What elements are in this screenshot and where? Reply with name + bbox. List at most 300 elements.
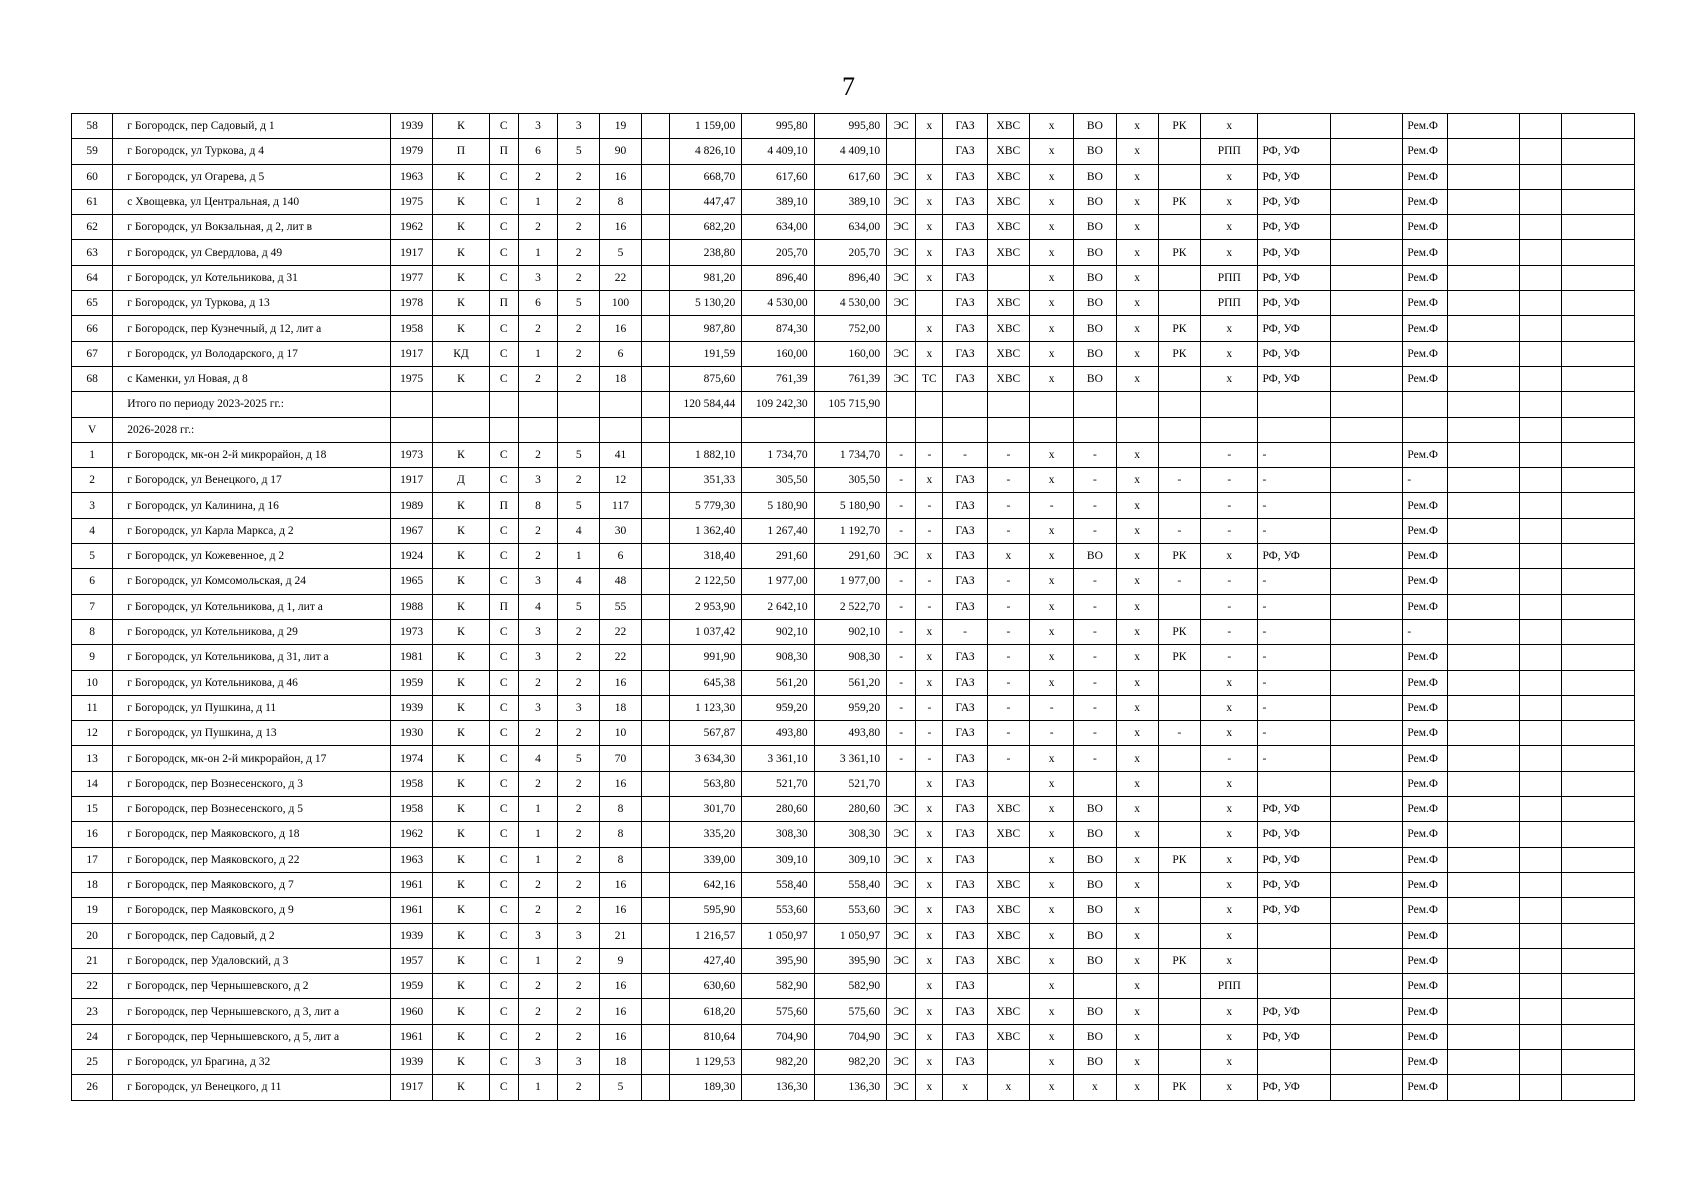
table-cell: 4 530,00	[742, 291, 814, 316]
table-cell: 995,80	[814, 114, 886, 139]
table-cell: -	[987, 670, 1029, 695]
table-cell	[1158, 392, 1200, 417]
table-cell: х	[1030, 1049, 1074, 1074]
table-cell: х	[1030, 518, 1074, 543]
table-cell: -	[1258, 442, 1330, 467]
table-cell	[641, 316, 669, 341]
table-cell: г Богородск, ул Туркова, д 13	[113, 291, 391, 316]
table-cell: 5 180,90	[814, 493, 886, 518]
table-cell: 553,60	[814, 898, 886, 923]
table-cell: РК	[1158, 189, 1200, 214]
table-cell	[1074, 392, 1116, 417]
table-cell: С	[489, 1075, 518, 1100]
table-cell: с Хвощевка, ул Центральная, д 140	[113, 189, 391, 214]
table-cell: 1	[558, 544, 600, 569]
table-cell	[887, 974, 916, 999]
table-cell	[1447, 822, 1519, 847]
table-cell: РФ, УФ	[1258, 872, 1330, 897]
table-cell: х	[916, 619, 943, 644]
table-cell	[1447, 619, 1519, 644]
table-cell: х	[1201, 948, 1258, 973]
table-cell: 5 130,20	[669, 291, 741, 316]
table-cell	[1330, 417, 1402, 442]
table-cell: 2	[558, 366, 600, 391]
table-cell: г Богородск, ул Котельникова, д 31, лит а	[113, 645, 391, 670]
table-cell: Рем.Ф	[1403, 771, 1447, 796]
table-cell: 19	[600, 114, 641, 139]
table-cell: К	[433, 923, 489, 948]
table-cell: РФ, УФ	[1258, 898, 1330, 923]
table-row	[72, 771, 1635, 796]
table-cell: 18	[600, 366, 641, 391]
table-cell	[1520, 746, 1562, 771]
table-cell: Рем.Ф	[1403, 139, 1447, 164]
table-cell	[641, 569, 669, 594]
table-cell	[641, 898, 669, 923]
table-row	[72, 366, 1635, 391]
table-cell: ВО	[1074, 1024, 1116, 1049]
table-cell	[1330, 139, 1402, 164]
table-cell	[1562, 721, 1635, 746]
table-cell: ГАЗ	[943, 316, 987, 341]
table-cell: 14	[72, 771, 113, 796]
table-cell	[1562, 139, 1635, 164]
table-cell: 1939	[391, 695, 433, 720]
table-cell: -	[1074, 721, 1116, 746]
table-cell	[518, 392, 557, 417]
table-cell: -	[987, 493, 1029, 518]
table-cell: х	[916, 240, 943, 265]
table-cell: ХВС	[987, 999, 1029, 1024]
table-cell: г Богородск, пер Маяковского, д 7	[113, 872, 391, 897]
table-cell: Рем.Ф	[1403, 189, 1447, 214]
table-cell: 160,00	[814, 341, 886, 366]
table-cell	[1258, 417, 1330, 442]
table-cell: х	[916, 1024, 943, 1049]
table-cell: ХВС	[987, 898, 1029, 923]
table-cell: х	[1030, 164, 1074, 189]
table-cell	[1520, 493, 1562, 518]
table-cell: 395,90	[814, 948, 886, 973]
table-cell: г Богородск, ул Котельникова, д 31	[113, 265, 391, 290]
table-cell: 59	[72, 139, 113, 164]
table-cell: 1989	[391, 493, 433, 518]
table-cell: ГАЗ	[943, 771, 987, 796]
table-cell	[641, 872, 669, 897]
table-cell: 58	[72, 114, 113, 139]
table-cell: Рем.Ф	[1403, 316, 1447, 341]
table-cell	[641, 265, 669, 290]
table-cell: Рем.Ф	[1403, 114, 1447, 139]
housing-table	[71, 113, 1635, 1101]
table-cell	[641, 442, 669, 467]
table-cell	[1520, 392, 1562, 417]
table-cell: х	[1116, 493, 1158, 518]
table-cell: 16	[72, 822, 113, 847]
table-cell: 160,00	[742, 341, 814, 366]
table-cell	[1330, 1049, 1402, 1074]
table-cell: х	[1201, 898, 1258, 923]
table-cell: -	[987, 468, 1029, 493]
table-cell: ЭС	[887, 189, 916, 214]
table-cell: -	[887, 569, 916, 594]
table-cell	[1158, 898, 1200, 923]
table-cell: 8	[518, 493, 557, 518]
table-cell: К	[433, 1075, 489, 1100]
table-cell	[1330, 619, 1402, 644]
table-cell: С	[489, 797, 518, 822]
table-cell: 1	[518, 847, 557, 872]
table-cell: 18	[600, 695, 641, 720]
table-cell: 1978	[391, 291, 433, 316]
table-cell: х	[1201, 771, 1258, 796]
table-cell: 9	[72, 645, 113, 670]
table-cell: х	[1030, 139, 1074, 164]
table-row	[72, 822, 1635, 847]
table-cell: 8	[72, 619, 113, 644]
table-cell: -	[916, 721, 943, 746]
table-cell	[1330, 746, 1402, 771]
table-cell	[1562, 898, 1635, 923]
table-cell: 2	[558, 1075, 600, 1100]
table-cell	[1074, 771, 1116, 796]
table-cell: х	[916, 948, 943, 973]
table-cell: Рем.Ф	[1403, 721, 1447, 746]
table-cell: К	[433, 695, 489, 720]
table-cell: 2	[518, 898, 557, 923]
table-cell: С	[489, 518, 518, 543]
table-cell: -	[1158, 468, 1200, 493]
table-cell: ХВС	[987, 164, 1029, 189]
table-cell: 3	[558, 114, 600, 139]
table-cell: К	[433, 1049, 489, 1074]
table-cell: -	[887, 670, 916, 695]
table-cell: х	[1030, 822, 1074, 847]
table-cell: 2	[518, 544, 557, 569]
table-cell: -	[987, 569, 1029, 594]
table-cell: 1	[518, 341, 557, 366]
table-cell: ВО	[1074, 291, 1116, 316]
table-cell	[1447, 341, 1519, 366]
table-cell: 3	[558, 695, 600, 720]
table-cell: х	[916, 114, 943, 139]
table-cell: 20	[72, 923, 113, 948]
table-cell: 305,50	[742, 468, 814, 493]
table-cell: х	[916, 974, 943, 999]
table-cell: К	[433, 771, 489, 796]
table-cell: х	[1201, 670, 1258, 695]
table-cell	[1330, 442, 1402, 467]
table-row	[72, 872, 1635, 897]
table-cell	[1447, 695, 1519, 720]
table-row	[72, 670, 1635, 695]
table-cell: х	[1116, 822, 1158, 847]
table-cell	[1520, 341, 1562, 366]
table-cell: 18	[72, 872, 113, 897]
table-cell: х	[1201, 872, 1258, 897]
table-cell	[1030, 392, 1074, 417]
table-cell: Рем.Ф	[1403, 265, 1447, 290]
table-cell: К	[433, 366, 489, 391]
table-cell: 2	[558, 872, 600, 897]
table-cell: ГАЗ	[943, 695, 987, 720]
table-cell: 5	[600, 1075, 641, 1100]
table-cell: 1 977,00	[814, 569, 886, 594]
table-cell: 3	[518, 645, 557, 670]
table-cell	[1447, 265, 1519, 290]
table-cell: ЭС	[887, 999, 916, 1024]
table-cell: С	[489, 215, 518, 240]
table-cell: х	[1116, 594, 1158, 619]
table-cell: х	[1116, 619, 1158, 644]
table-cell: ХВС	[987, 948, 1029, 973]
table-cell: ЭС	[887, 847, 916, 872]
table-cell: -	[916, 594, 943, 619]
table-cell	[641, 366, 669, 391]
table-cell: 100	[600, 291, 641, 316]
table-cell: 17	[72, 847, 113, 872]
table-cell	[1520, 695, 1562, 720]
table-cell: -	[1258, 746, 1330, 771]
table-cell: 1 734,70	[814, 442, 886, 467]
table-cell: 16	[600, 771, 641, 796]
table-cell: 634,00	[814, 215, 886, 240]
table-cell	[518, 417, 557, 442]
table-cell: С	[489, 341, 518, 366]
table-cell	[600, 417, 641, 442]
table-cell: ГАЗ	[943, 797, 987, 822]
table-cell: 3	[518, 468, 557, 493]
table-cell: х	[987, 544, 1029, 569]
table-cell: г Богородск, ул Венецкого, д 11	[113, 1075, 391, 1100]
table-cell: 1	[518, 797, 557, 822]
table-cell: 2	[558, 468, 600, 493]
table-cell: Рем.Ф	[1403, 1024, 1447, 1049]
table-cell: 5	[558, 493, 600, 518]
table-cell: х	[1030, 265, 1074, 290]
table-cell: 67	[72, 341, 113, 366]
table-cell: 24	[72, 1024, 113, 1049]
table-cell: х	[916, 822, 943, 847]
table-row	[72, 594, 1635, 619]
table-cell	[641, 746, 669, 771]
table-cell	[1520, 291, 1562, 316]
table-row	[72, 569, 1635, 594]
table-cell: х	[987, 1075, 1029, 1100]
table-cell: РФ, УФ	[1258, 139, 1330, 164]
table-cell	[489, 392, 518, 417]
table-cell: РФ, УФ	[1258, 999, 1330, 1024]
table-cell: 3 634,30	[669, 746, 741, 771]
table-cell	[1447, 645, 1519, 670]
table-cell: 8	[600, 189, 641, 214]
table-cell	[814, 417, 886, 442]
table-cell: РФ, УФ	[1258, 265, 1330, 290]
table-cell: х	[916, 1049, 943, 1074]
table-cell: 109 242,30	[742, 392, 814, 417]
table-cell	[641, 923, 669, 948]
table-cell: 12	[72, 721, 113, 746]
table-cell: 902,10	[814, 619, 886, 644]
table-cell: 335,20	[669, 822, 741, 847]
table-cell: 8	[600, 847, 641, 872]
table-cell	[1447, 442, 1519, 467]
table-row	[72, 898, 1635, 923]
table-cell: 3	[558, 1049, 600, 1074]
table-cell: П	[433, 139, 489, 164]
table-cell: 2	[558, 797, 600, 822]
table-cell: 582,90	[742, 974, 814, 999]
table-cell: 105 715,90	[814, 392, 886, 417]
table-cell	[1447, 417, 1519, 442]
table-cell	[1158, 417, 1200, 442]
table-cell	[1520, 417, 1562, 442]
table-cell: 2	[558, 898, 600, 923]
table-cell: ГАЗ	[943, 822, 987, 847]
table-cell: П	[489, 139, 518, 164]
table-cell	[987, 265, 1029, 290]
table-cell: 1975	[391, 189, 433, 214]
table-cell: х	[1201, 797, 1258, 822]
table-cell	[1562, 923, 1635, 948]
table-cell: ГАЗ	[943, 721, 987, 746]
table-cell: ВО	[1074, 1049, 1116, 1074]
table-cell	[1447, 974, 1519, 999]
table-cell: 5	[558, 442, 600, 467]
table-cell: х	[1201, 114, 1258, 139]
table-cell: х	[1030, 189, 1074, 214]
table-cell: 5 180,90	[742, 493, 814, 518]
table-cell: 2	[518, 771, 557, 796]
table-cell: К	[433, 442, 489, 467]
table-cell: 26	[72, 1075, 113, 1100]
table-cell: ЭС	[887, 1049, 916, 1074]
table-cell: 1 977,00	[742, 569, 814, 594]
table-cell: 2	[558, 670, 600, 695]
table-cell: г Богородск, ул Карла Маркса, д 2	[113, 518, 391, 543]
table-cell	[641, 1024, 669, 1049]
table-cell: 22	[72, 974, 113, 999]
table-cell: х	[1030, 847, 1074, 872]
table-cell: РФ, УФ	[1258, 797, 1330, 822]
table-cell	[1403, 417, 1447, 442]
table-cell: 16	[600, 974, 641, 999]
table-cell: 1 192,70	[814, 518, 886, 543]
table-cell: х	[1030, 240, 1074, 265]
table-cell: -	[1074, 518, 1116, 543]
table-cell: 16	[600, 898, 641, 923]
table-cell: -	[887, 721, 916, 746]
table-cell: ГАЗ	[943, 999, 987, 1024]
table-cell	[641, 974, 669, 999]
table-cell: -	[1074, 442, 1116, 467]
table-cell: г Богородск, ул Туркова, д 4	[113, 139, 391, 164]
table-cell: х	[1201, 847, 1258, 872]
table-cell: х	[1116, 1024, 1158, 1049]
table-row	[72, 974, 1635, 999]
table-cell: 1957	[391, 948, 433, 973]
table-cell: С	[489, 898, 518, 923]
table-cell	[1562, 417, 1635, 442]
table-cell: 21	[600, 923, 641, 948]
table-cell: х	[1116, 518, 1158, 543]
table-cell	[1201, 392, 1258, 417]
table-cell	[1201, 417, 1258, 442]
table-cell: 1 882,10	[669, 442, 741, 467]
table-cell: С	[489, 999, 518, 1024]
table-cell: Рем.Ф	[1403, 493, 1447, 518]
table-cell: КД	[433, 341, 489, 366]
table-cell: РФ, УФ	[1258, 544, 1330, 569]
table-cell: ГАЗ	[943, 468, 987, 493]
table-cell: -	[1258, 569, 1330, 594]
table-cell: ВО	[1074, 948, 1116, 973]
table-cell	[1447, 771, 1519, 796]
table-cell: г Богородск, пер Удаловский, д 3	[113, 948, 391, 973]
table-cell	[558, 417, 600, 442]
table-cell	[1158, 265, 1200, 290]
table-cell: 16	[600, 316, 641, 341]
table-cell: 68	[72, 366, 113, 391]
table-cell: х	[1201, 215, 1258, 240]
table-cell: 351,33	[669, 468, 741, 493]
table-cell: Рем.Ф	[1403, 291, 1447, 316]
table-cell: -	[887, 518, 916, 543]
table-cell	[987, 1049, 1029, 1074]
table-cell: 6	[72, 569, 113, 594]
table-cell: -	[1258, 670, 1330, 695]
table-cell: х	[1201, 341, 1258, 366]
table-cell: 389,10	[814, 189, 886, 214]
table-cell	[1562, 1024, 1635, 1049]
table-cell	[1520, 771, 1562, 796]
table-cell: -	[987, 518, 1029, 543]
table-row	[72, 493, 1635, 518]
table-cell: 1 050,97	[814, 923, 886, 948]
table-cell: 630,60	[669, 974, 741, 999]
table-cell	[1562, 847, 1635, 872]
table-cell: К	[433, 1024, 489, 1049]
table-cell	[641, 594, 669, 619]
table-cell: 642,16	[669, 872, 741, 897]
table-cell: -	[987, 594, 1029, 619]
table-cell: 1958	[391, 316, 433, 341]
table-cell: х	[1116, 316, 1158, 341]
table-cell	[1447, 923, 1519, 948]
table-cell	[916, 139, 943, 164]
table-cell: х	[1030, 771, 1074, 796]
table-cell	[1258, 771, 1330, 796]
table-cell: 4 826,10	[669, 139, 741, 164]
table-cell	[1447, 948, 1519, 973]
table-cell: х	[1201, 695, 1258, 720]
table-cell: 70	[600, 746, 641, 771]
table-cell: РК	[1158, 341, 1200, 366]
table-cell: 66	[72, 316, 113, 341]
table-cell: -	[1074, 746, 1116, 771]
table-cell: -	[1074, 493, 1116, 518]
table-cell: 1 267,40	[742, 518, 814, 543]
table-cell: К	[433, 569, 489, 594]
table-cell: 136,30	[814, 1075, 886, 1100]
table-cell: 2	[558, 771, 600, 796]
table-cell: РФ, УФ	[1258, 1075, 1330, 1100]
table-cell: 1973	[391, 619, 433, 644]
table-cell: 1 123,30	[669, 695, 741, 720]
table-cell	[1562, 569, 1635, 594]
table-cell: К	[433, 544, 489, 569]
table-cell	[1447, 468, 1519, 493]
